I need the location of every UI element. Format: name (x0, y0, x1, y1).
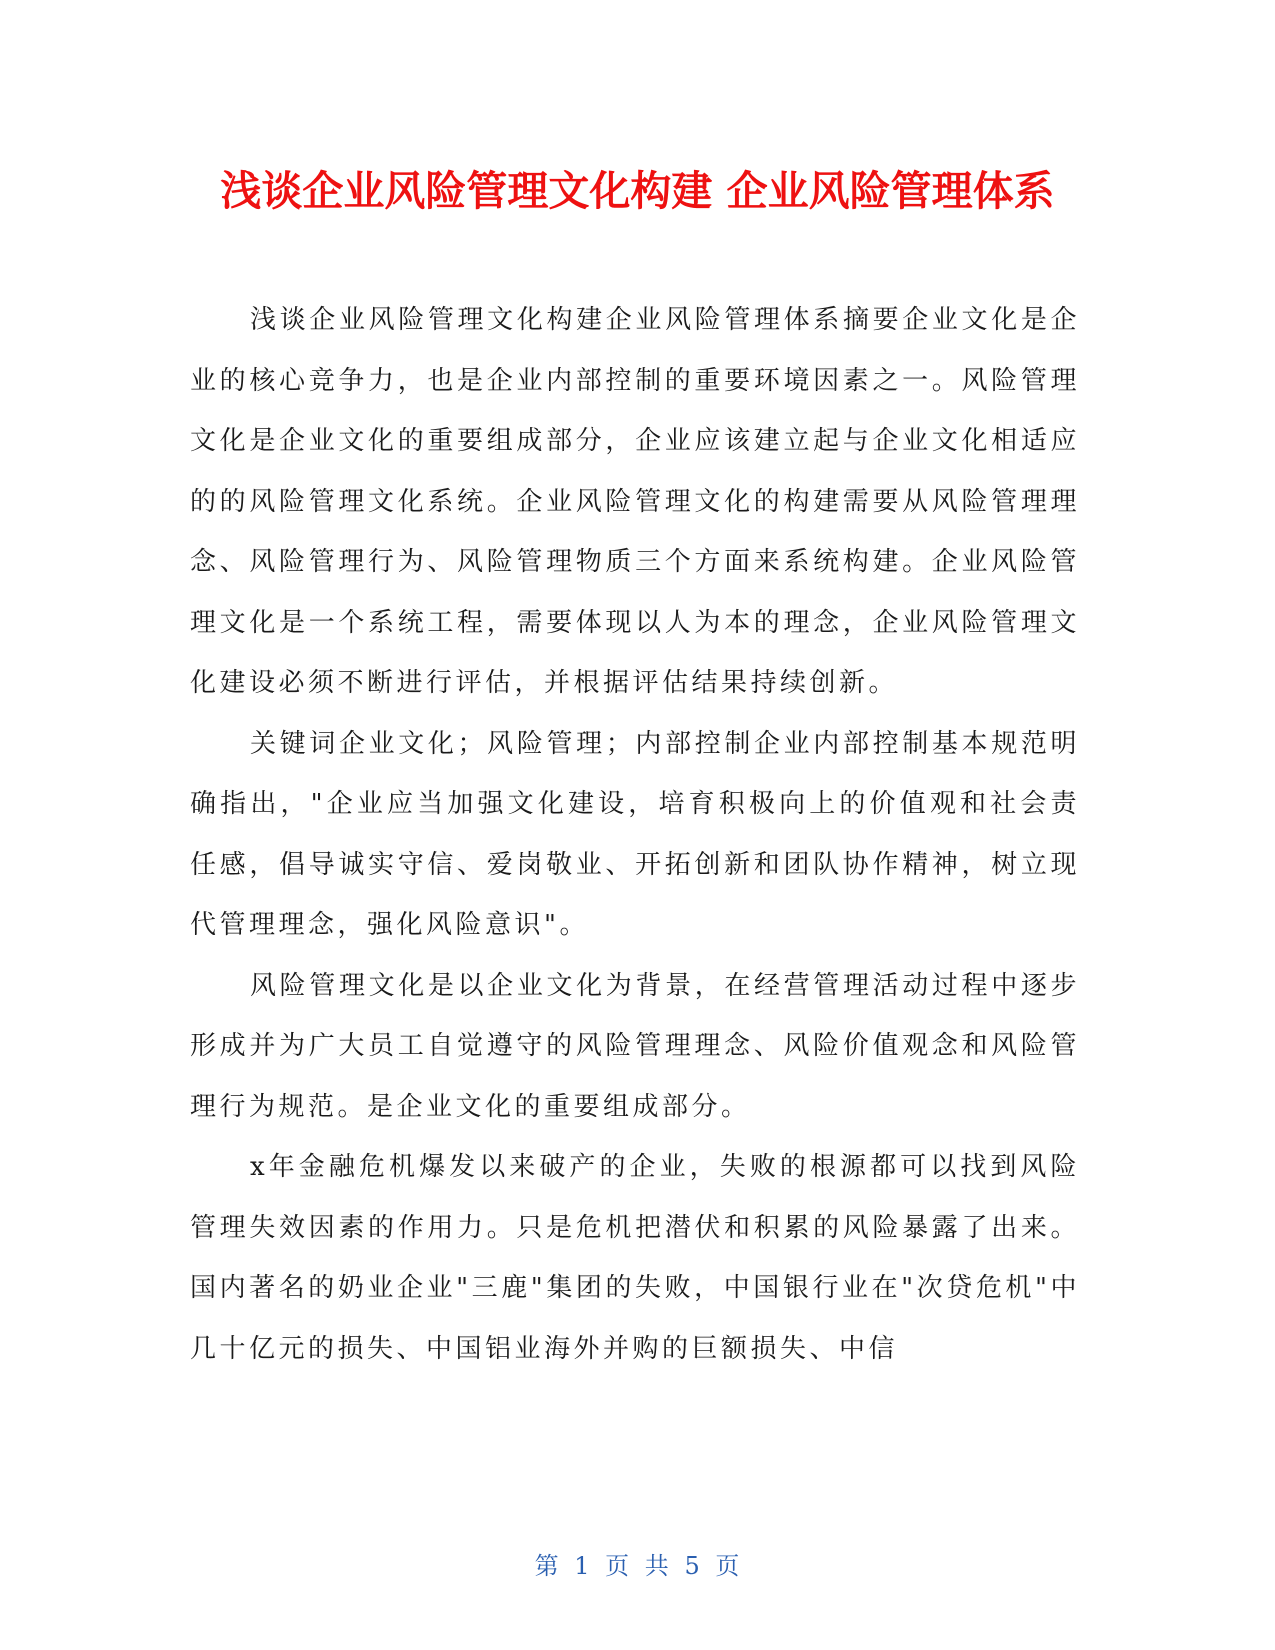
document-body (190, 290, 1080, 1379)
paragraph-definition: 风险管理文化是以企业文化为背景，在经营管理活动过程中逐步形成并为广大员工自觉遵守的风险管理理念、风险价值观念和风险管理行为规范。是企业文化的重要组成部分。 (190, 970, 1080, 1122)
paragraph-financial-crisis: x年金融危机爆发以来破产的企业，失败的根源都可以找到风险管理失效因素的作用力。只是危机把潜伏和积累的风险暴露了出来。国内著名的奶业企业"三鹿"集团的失败，中国银行业在"次贷危机"中几十亿元的损失、中国铝业海外并购的巨额损失、中信 (190, 1152, 1080, 1364)
paragraph-keywords: 关键词企业文化；风险管理；内部控制企业内部控制基本规范明确指出，"企业应当加强文化建设，培育积极向上的价值观和社会责任感，倡导诚实守信、爱岗敬业、开拓创新和团队协作精神，树立现代管理理念，强化风险意识"。 (190, 728, 1080, 940)
paragraph-abstract: 浅谈企业风险管理文化构建企业风险管理体系摘要企业文化是企业的核心竞争力，也是企业内部控制的重要环境因素之一。风险管理文化是企业文化的重要组成部分，企业应该建立起与企业文化相适应的的风险管理文化系统。企业风险管理文化的构建需要从风险管理理念、风险管理行为、风险管理物质三个方面来系统构建。企业风险管理文化是一个系统工程，需要体现以人为本的理念，企业风险管理文化建设必须不断进行评估，并根据评估结果持续创新。 (190, 305, 1080, 698)
document-title: 浅谈企业风险管理文化构建 企业风险管理体系 (220, 167, 1055, 215)
page-number-footer: 第 1 页 共 5 页 (534, 1552, 741, 1580)
